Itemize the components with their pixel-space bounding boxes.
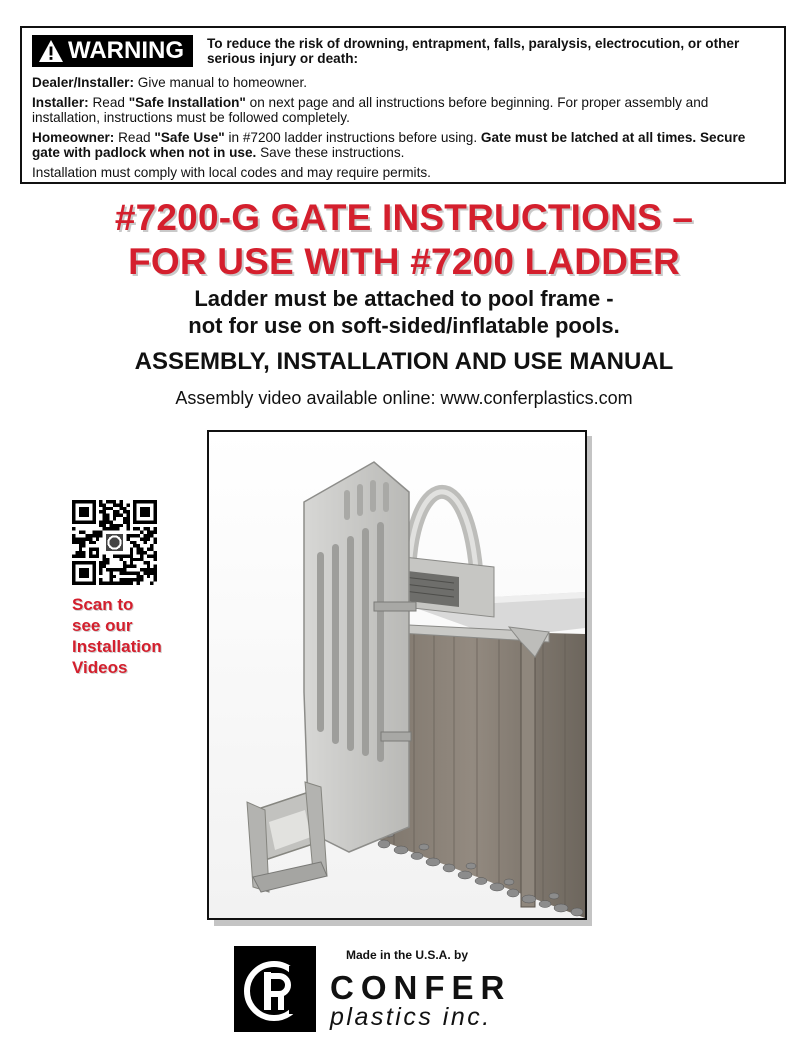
- subtitle-line-1: Ladder must be attached to pool frame -: [194, 286, 614, 311]
- warning-badge: [32, 35, 193, 67]
- installer-safe-installation: "Safe Installation": [128, 95, 246, 110]
- qr-caption-line-4: Videos: [72, 658, 128, 677]
- qr-code[interactable]: [72, 500, 157, 585]
- made-in-usa: Made in the U.S.A. by: [345, 948, 468, 962]
- warning-intro: To reduce the risk of drowning, entrapment, falls, paralysis, electrocution, or other serious injury or death:: [207, 36, 740, 66]
- installer-text-2: on next page and all instructions before beginning. For proper assembly and installation, instructions must be followed completely.: [32, 95, 709, 125]
- brand-subtitle: plastics inc.: [330, 1003, 492, 1031]
- warning-box: [20, 26, 786, 184]
- ladder-gate-illustration: [209, 432, 585, 918]
- dealer-label: Dealer/Installer:: [32, 75, 134, 90]
- manual-heading: ASSEMBLY, INSTALLATION AND USE MANUAL: [134, 348, 674, 375]
- warning-badge-label: WARNING: [68, 37, 184, 64]
- main-title: [0, 196, 808, 284]
- ladder-gate-photo: [207, 430, 587, 920]
- warning-triangle-icon: [38, 39, 64, 63]
- homeowner-instruction: [32, 130, 774, 160]
- brand-name: CONFER: [330, 969, 512, 1006]
- qr-caption-line-1: Scan to: [72, 595, 134, 614]
- qr-caption: [72, 594, 192, 678]
- subtitle: [0, 285, 808, 339]
- video-link-text: Assembly video available online: www.conferplastics.com: [175, 388, 633, 408]
- qr-caption-line-2: see our: [72, 616, 133, 635]
- qr-code-icon: [72, 500, 157, 585]
- installer-text-1: Read: [88, 95, 129, 110]
- subtitle-line-2: not for use on soft-sided/inflatable pools.: [188, 313, 620, 338]
- homeowner-text-2: in #7200 ladder instructions before using.: [224, 130, 481, 145]
- dealer-instruction: [32, 75, 774, 90]
- installer-instruction: [32, 95, 774, 125]
- homeowner-safe-use: "Safe Use": [154, 130, 225, 145]
- homeowner-label: Homeowner:: [32, 130, 115, 145]
- homeowner-text-1: Read: [114, 130, 155, 145]
- warning-header: [32, 35, 774, 67]
- codes-notice: Installation must comply with local codes and may require permits.: [32, 165, 431, 180]
- main-title-line-1: #7200-G GATE INSTRUCTIONS –: [114, 197, 694, 238]
- qr-caption-line-3: Installation: [72, 637, 162, 656]
- installer-label: Installer:: [32, 95, 89, 110]
- dealer-text: Give manual to homeowner.: [134, 75, 308, 90]
- main-title-line-2: FOR USE WITH #7200 LADDER: [128, 241, 680, 282]
- homeowner-text-3: Save these instructions.: [256, 145, 405, 160]
- homeowner-gate-latched: Gate must be latched at all times. Secure gate with padlock when not in use.: [32, 130, 746, 160]
- confer-logo-icon: [234, 946, 316, 1032]
